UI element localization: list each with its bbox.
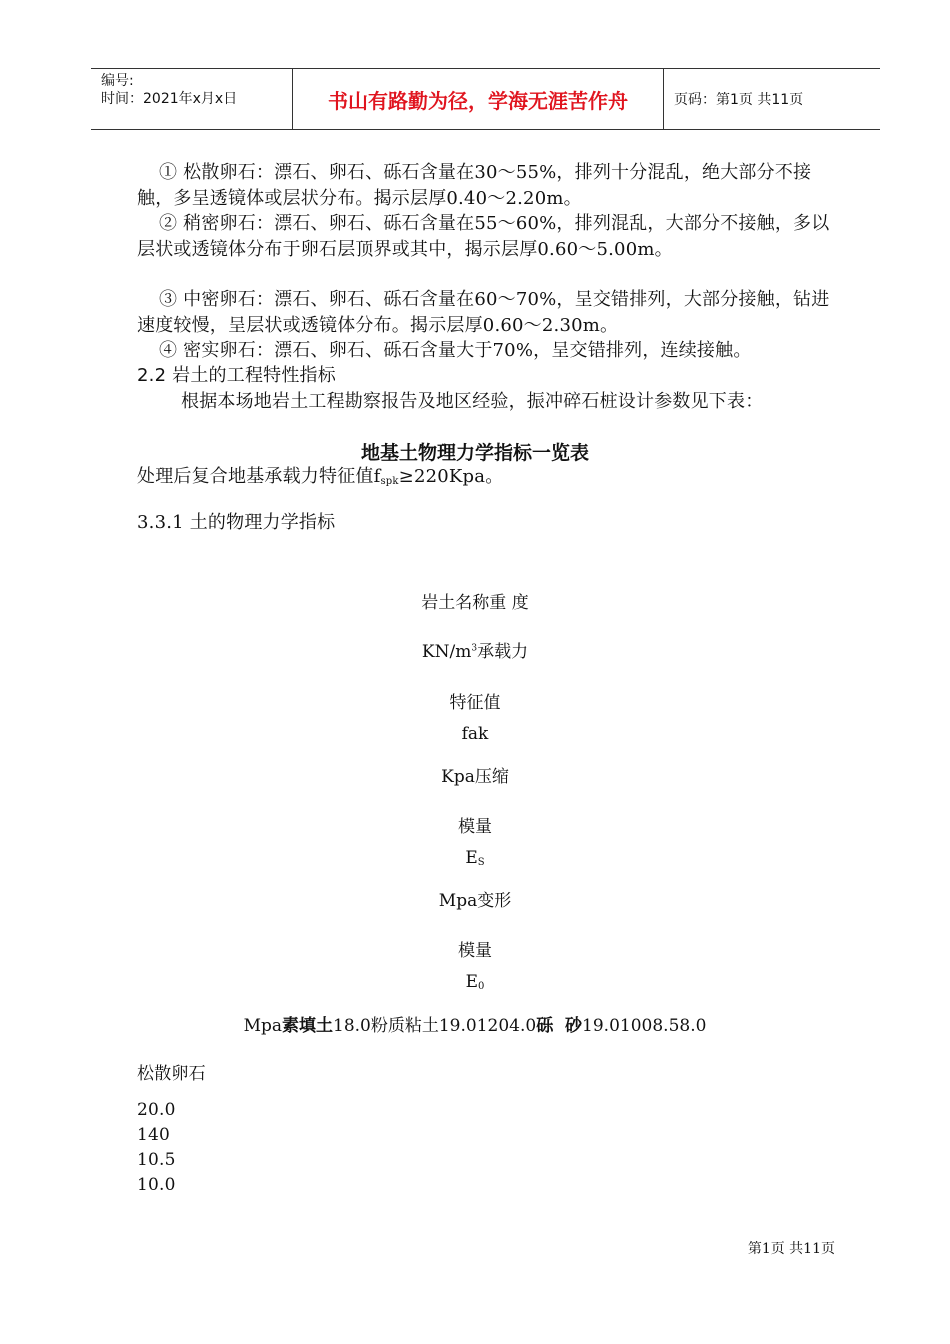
value-item: 10.5 [137, 1150, 176, 1170]
table-col-characteristic: 特征值 [449, 693, 501, 713]
table-title: 地基土物理力学指标一览表 [360, 442, 589, 464]
table-col-mpa-deformation: Mpa变形 [438, 891, 512, 911]
paragraph-loose-gravel: ① 松散卵石：漂石、卵石、砾石含量在30～55%，排列十分混乱，绝大部分不接触，多呈透镜体或层状分布。揭示层厚0.40～2.20m。 [137, 162, 812, 209]
header-left [91, 69, 292, 129]
header-number: 编号: [101, 73, 134, 89]
page-header [91, 68, 880, 130]
paragraph-medium-dense-gravel: ③ 中密卵石：漂石、卵石、砾石含量在60～70%，呈交错排列，大部分接触，钻进速度较慢，呈层状或透镜体分布。揭示层厚0.60～2.30m。 [137, 289, 830, 336]
value-item: 140 [137, 1125, 171, 1145]
page-footer: 第1页 共11页 [747, 1241, 835, 1257]
table-col-kpa-compression: Kpa压缩 [441, 767, 509, 787]
paragraph-dense-gravel: ④ 密实卵石：漂石、卵石、砾石含量大于70%，呈交错排列，连续接触。 [159, 340, 752, 361]
section-heading-3-3-1: 3.3.1 土的物理力学指标 [137, 512, 336, 533]
paragraph-design-params: 根据本场地岩土工程勘察报告及地区经验，振冲碎石桩设计参数见下表： [181, 391, 764, 412]
table-data-row: Mpa素填土18.0粉质粘土19.01204.0砾 砂19.01008.58.0 [243, 1016, 707, 1036]
table-col-unit-bearing: $KN/m^3$承载力 [421, 642, 529, 662]
table-col-modulus-1: 模量 [458, 817, 492, 837]
table-col-modulus-2: 模量 [458, 941, 492, 961]
section-heading-2-2: 2.2 岩土的工程特性指标 [137, 365, 336, 386]
paragraph-bearing-capacity: 处理后复合地基承载力特征值$f_{spk}\ge 220Kpa$。 [137, 466, 504, 487]
header-motto: 书山有路勤为径，学海无涯苦作舟 [292, 69, 664, 129]
value-item: 20.0 [137, 1100, 176, 1120]
header-page: 页码：第1页 共11页 [674, 92, 804, 108]
header-time: 时间：2021年x月x日 [101, 91, 238, 107]
table-col-name-weight: 岩土名称重 度 [421, 593, 529, 613]
loose-gravel-label: 松散卵石 [137, 1064, 206, 1084]
table-col-fak: fak [461, 724, 489, 744]
paragraph-slightly-dense-gravel: ② 稍密卵石：漂石、卵石、砾石含量在55～60%，排列混乱，大部分不接触，多以层状或透镜体分布于卵石层顶界或其中，揭示层厚0.60～5.00m。 [137, 213, 830, 260]
loose-gravel-values [137, 1098, 842, 1198]
table-col-es: $E_S$ [465, 848, 485, 868]
value-item: 10.0 [137, 1175, 176, 1195]
table-col-e0: $E_0$ [465, 972, 485, 992]
